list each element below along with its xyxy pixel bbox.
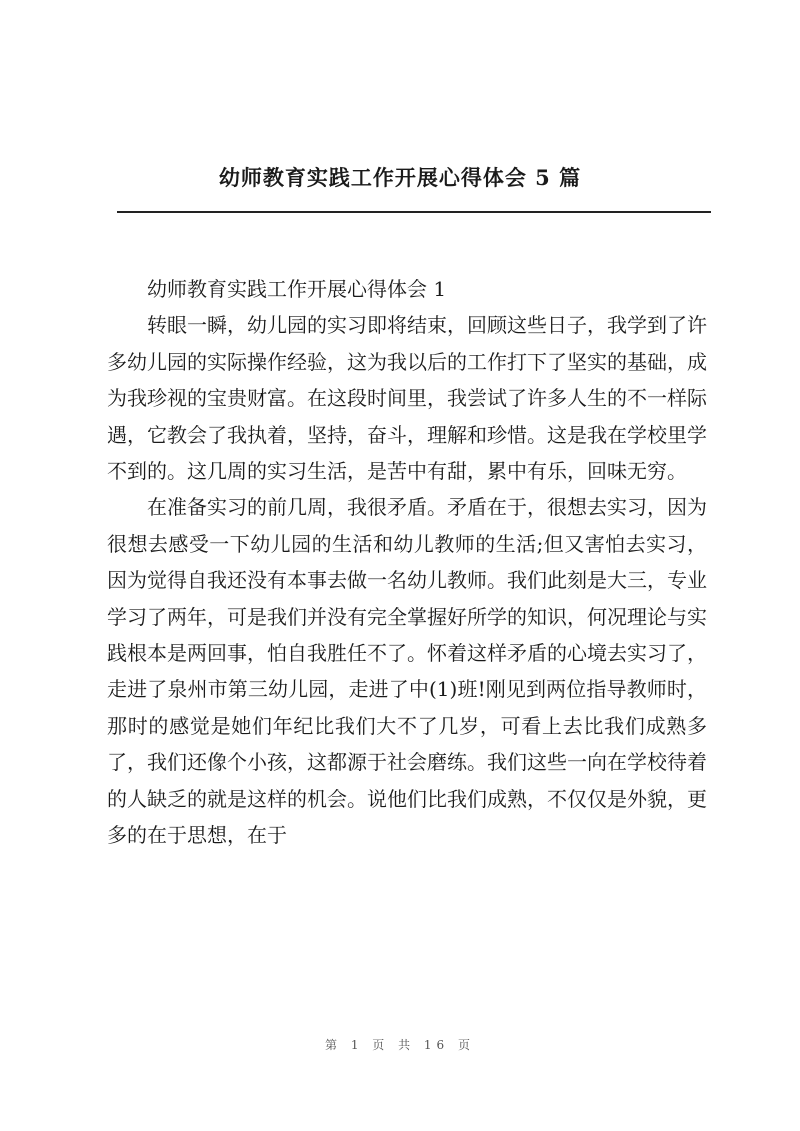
section-heading: 幼师教育实践工作开展心得体会 1 [147,277,447,301]
body-paragraph-2: 在准备实习的前几周，我很矛盾。矛盾在于，很想去实习，因为很想去感受一下幼儿园的生活和幼儿教师的生活;但又害怕去实习，因为觉得自我还没有本事去做一名幼儿教师。我们此刻是大三，专业学习了两年，可是我们并没有完全掌握好所学的知识，何况理论与实践根本是两回事，怕自我胜任不了。怀着这样矛盾的心境去实习了，走进了泉州市第三幼儿园，走进了中(1)班!刚见到两位指导教师时，那时的感觉是她们年纪比我们大不了几岁，可看上去比我们成熟多了，我们还像个小孩，这都源于社会磨练。我们这些一向在学校待着的人缺乏的就是这样的机会。说他们比我们成熟，不仅仅是外貌，更多的在于思想，在于 [107,495,707,848]
document-title: 幼师教育实践工作开展心得体会 5 篇 [218,165,582,190]
body-paragraph-1: 转眼一瞬，幼儿园的实习即将结束，回顾这些日子，我学到了许多幼儿园的实际操作经验，这为我以后的工作打下了坚实的基础，成为我珍视的宝贵财富。在这段时间里，我尝试了许多人生的不一样际遇，它教会了我执着，坚持，奋斗，理解和珍惜。这是我在学校里学不到的。这几周的实习生活，是苦中有甜，累中有乐，回味无穷。 [107,313,707,484]
page-number-footer: 第 1 页 共 16 页 [325,1038,475,1052]
document-body [107,271,707,854]
title-divider [117,211,711,213]
